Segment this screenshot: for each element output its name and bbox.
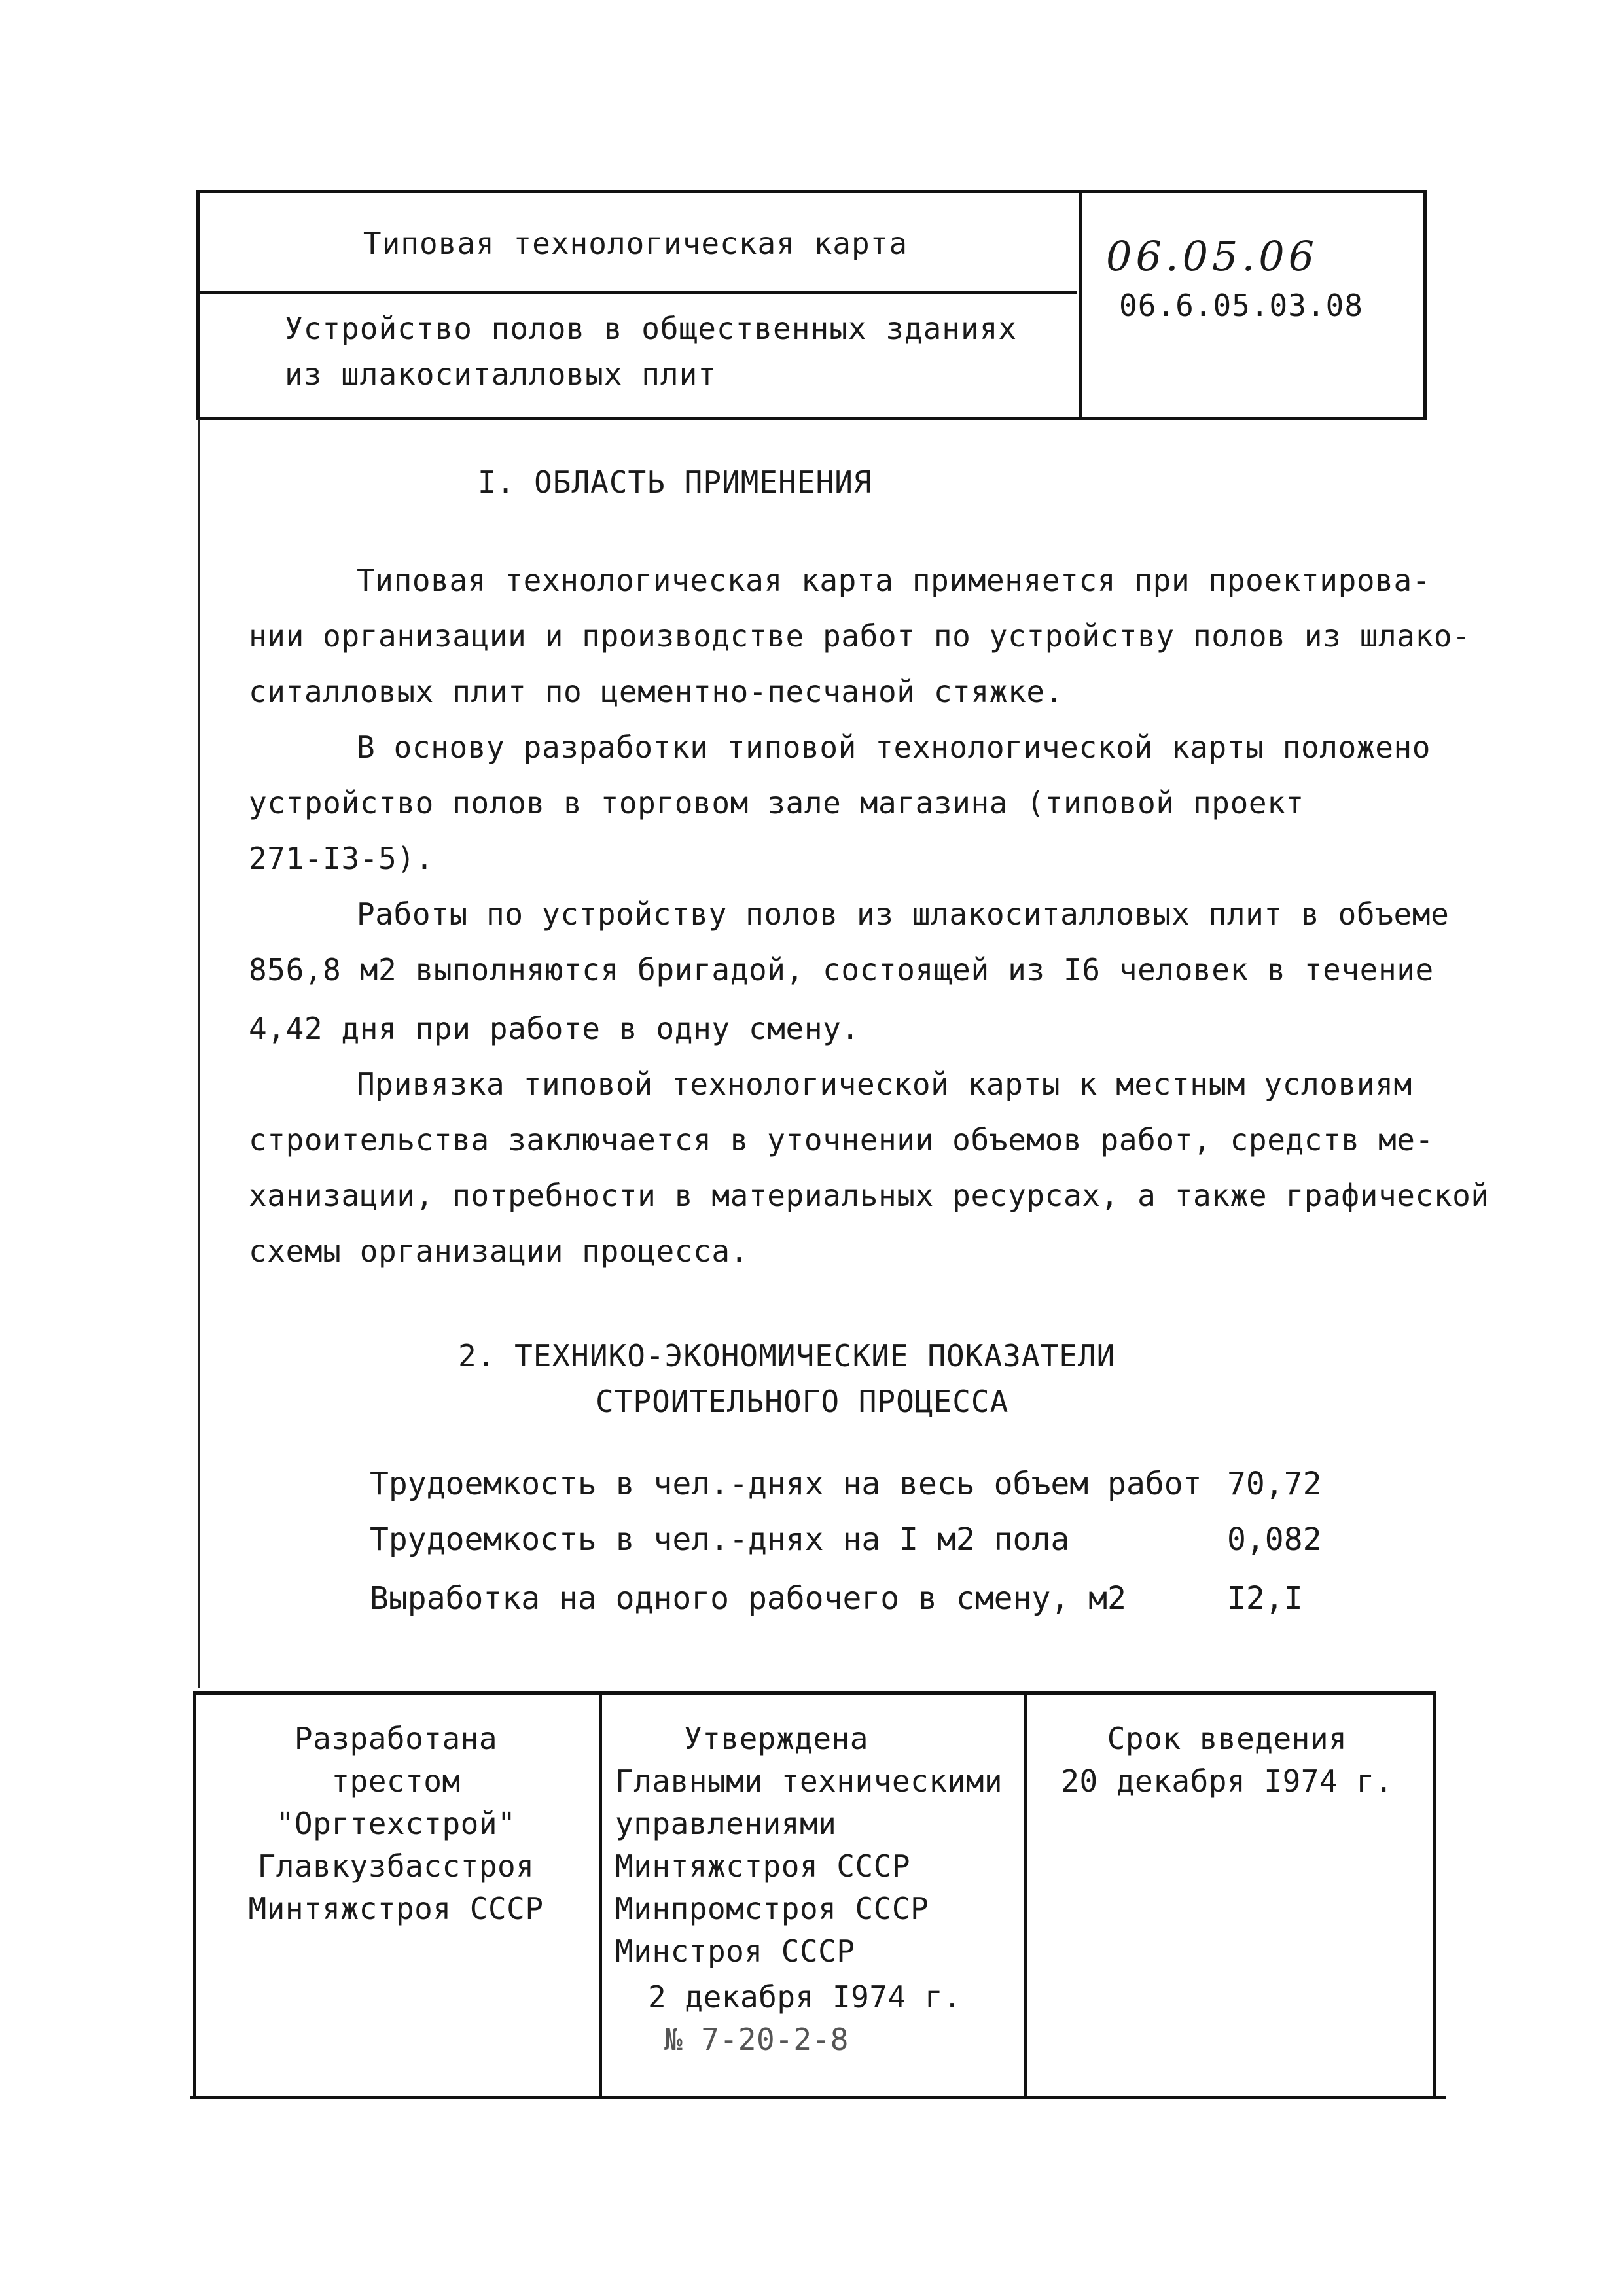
document-type-title: Типовая технологическая карта [363,226,908,261]
approval-line: Минстроя СССР [615,1934,855,1969]
header-vertical-divider [1079,193,1082,417]
header-horizontal-divider [200,291,1077,294]
approval-line: Минпромстроя СССР [615,1891,929,1926]
indicator-value: 0,082 [1227,1521,1322,1558]
approval-line: Главными техническими [615,1763,1003,1799]
indicator-label: Выработка на одного рабочего в смену, м2 [370,1580,1126,1617]
footer-divider-1 [599,1695,602,2097]
approval-line: Утверждена [684,1721,868,1756]
document-subtitle-line-1: Устройство полов в общественных зданиях [285,311,1018,346]
paragraph-line: Типовая технологическая карта применяется при проектирова- [357,563,1431,598]
indicator-value: 70,72 [1227,1466,1322,1502]
developer-line: "Оргтехстрой" [276,1806,516,1841]
footer-bottom-rule [190,2096,1446,2099]
indicator-label: Трудоемкость в чел.-днях на I м2 пола [370,1521,1070,1558]
approval-line: управлениями [615,1806,837,1841]
paragraph-line: 856,8 м2 выполняются бригадой, состоящей из I6 человек в течение [249,952,1434,987]
section-2-title-line-1: 2. ТЕХНИКО-ЭКОНОМИЧЕСКИЕ ПОКАЗАТЕЛИ [458,1338,1116,1373]
developer-line: трестом [331,1763,461,1799]
indicator-value: I2,I [1227,1580,1303,1617]
developer-line: Минтяжстроя СССР [248,1891,544,1926]
document-subtitle-line-2: из шлакоситалловых плит [285,357,717,392]
paragraph-line: устройство полов в торговом зале магазина (типовой проект [249,785,1304,821]
paragraph-line: схемы организации процесса. [249,1233,749,1269]
paragraph-line: ханизации, потребности в материальных ресурсах, а также графической [249,1178,1489,1213]
section-1-title: I. ОБЛАСТЬ ПРИМЕНЕНИЯ [478,465,872,500]
paragraph-line: 271-I3-5). [249,841,434,876]
paragraph-line: нии организации и производстве работ по устройству полов из шлако- [249,618,1471,654]
paragraph-line: Работы по устройству полов из шлакоситалловых плит в объеме [357,896,1450,932]
approval-line: Минтяжстроя СССР [615,1848,911,1884]
paragraph-line: В основу разработки типовой технологической карты положено [357,730,1431,765]
section-2-title-line-2: СТРОИТЕЛЬНОГО ПРОЦЕССА [596,1384,1009,1419]
paragraph-line: строительства заключается в уточнении объемов работ, средств ме- [249,1122,1434,1157]
effective-date: 20 декабря I974 г. [1061,1763,1393,1799]
paragraph-line: 4,42 дня при работе в одну смену. [249,1011,860,1046]
indicator-label: Трудоемкость в чел.-днях на весь объем работ [370,1466,1202,1502]
developer-line: Главкузбасстроя [257,1848,535,1884]
paragraph-line: Привязка типовой технологической карты к местным условиям [357,1067,1412,1102]
developer-line: Разработана [294,1721,498,1756]
document-code: 06.6.05.03.08 [1119,288,1364,323]
approval-number: № 7-20-2-8 [664,2022,849,2057]
left-margin-line [198,419,200,1688]
effective-label: Срок введения [1107,1721,1347,1756]
handwritten-code: 06.05.06 [1106,232,1319,280]
paragraph-line: ситалловых плит по цементно-песчаной стяжке. [249,674,1063,709]
approval-date: 2 декабря I974 г. [648,1979,962,2015]
